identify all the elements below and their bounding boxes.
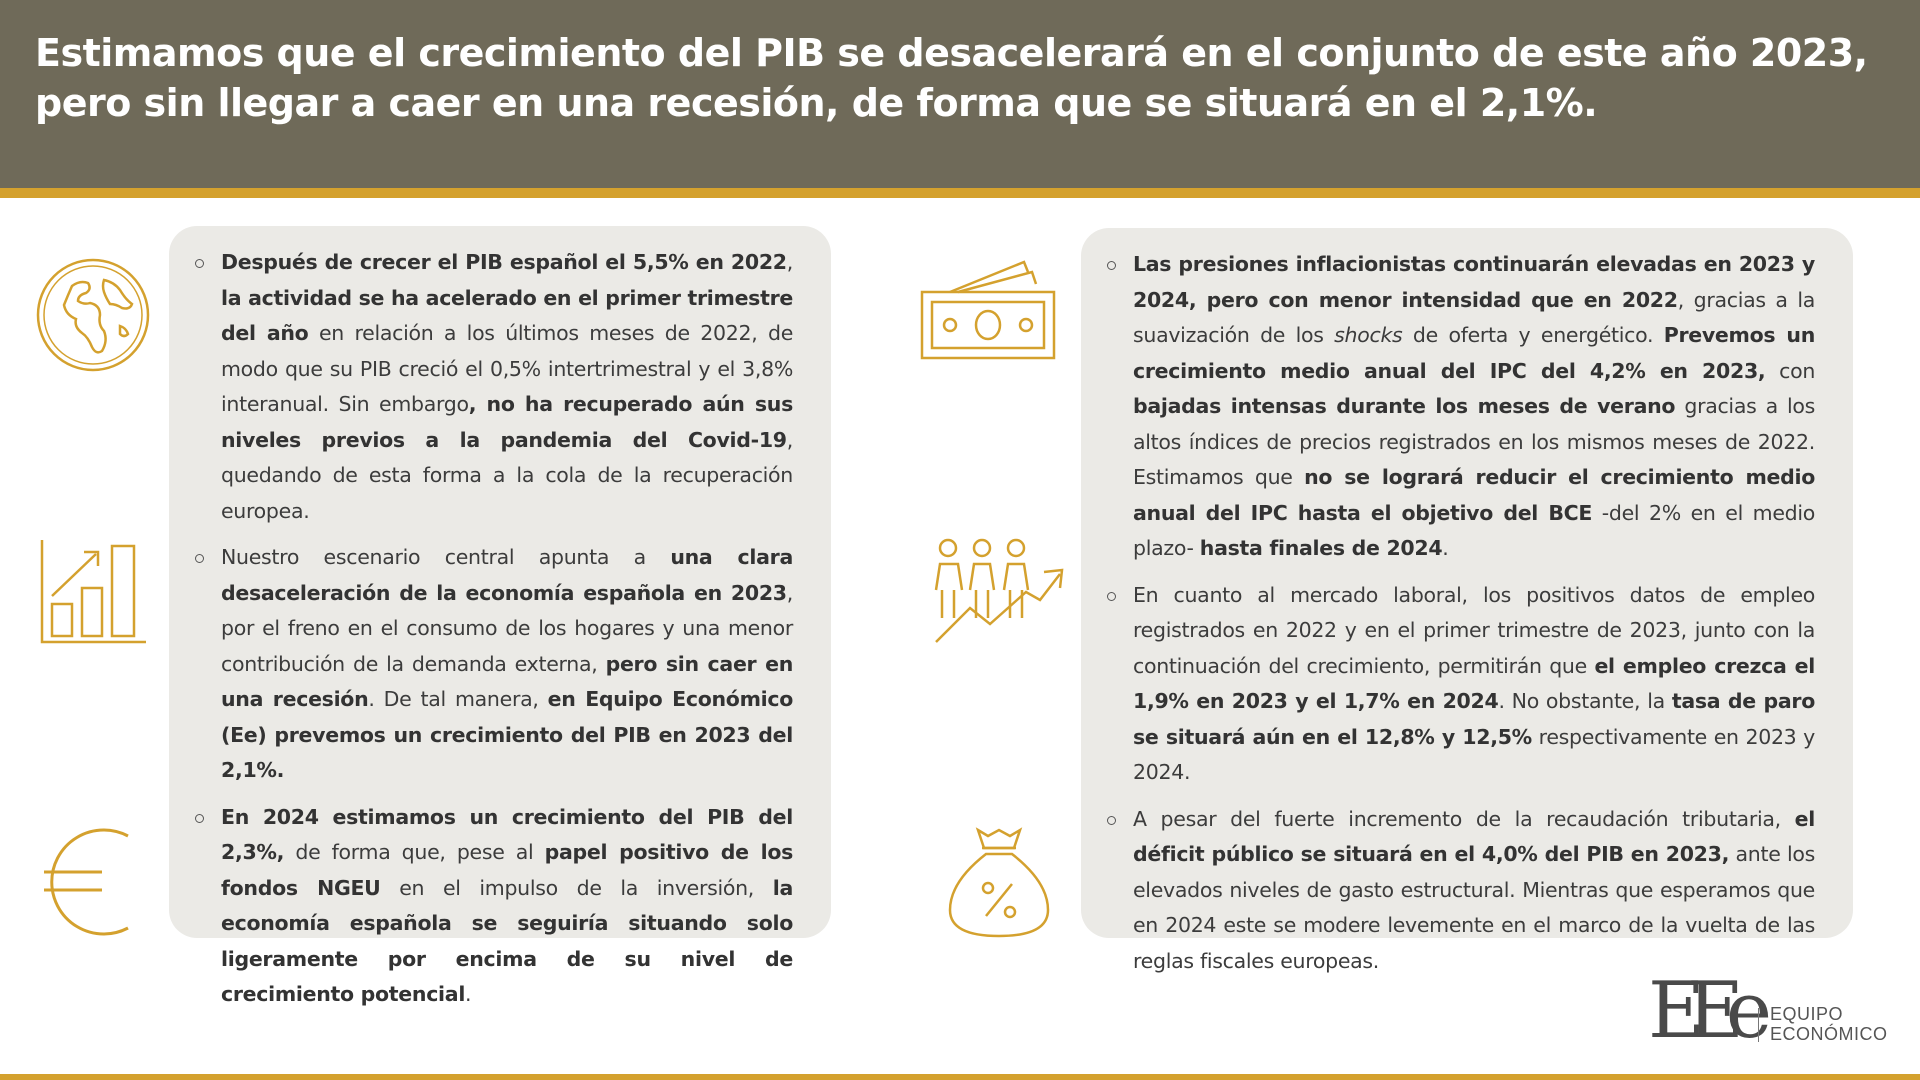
right-bullet-1: Las presiones inflacionistas continuarán elevadas en 2023 y 2024, pero con menor intensidad que en 2022, gracias a la suavización de los shocks de oferta y energético. Prevemos un crecimiento medio anual del IPC del 4,2% en 2023, con bajadas intensas durante los meses de verano gracias a los altos índices de precios registrados en los mismos meses de 2022. Estimamos que no se logrará reducir el crecimiento medio anual del IPC hasta el objetivo del BCE -del 2% en el medio plazo- hasta finales de 2024. bbox=[1133, 247, 1815, 567]
equipo-economico-logo bbox=[1648, 966, 1898, 1056]
euro-icon bbox=[42, 826, 132, 938]
header-bar bbox=[0, 0, 1920, 188]
logo-divider bbox=[1758, 1008, 1759, 1042]
left-bullet-3: En 2024 estimamos un crecimiento del PIB del 2,3%, de forma que, pese al papel positivo de los fondos NGEU en el impulso de la inversión, la economía española se seguiría situando solo ligeramente por encima de su nivel de crecimiento potencial. bbox=[221, 800, 793, 1013]
page-title: Estimamos que el crecimiento del PIB se desacelerará en el conjunto de este año 2023, pero sin llegar a caer en una recesión, de forma que se situará en el 2,1%. bbox=[35, 31, 1868, 125]
money-bag-percent-icon bbox=[944, 826, 1054, 940]
globe-icon bbox=[34, 256, 152, 374]
logo-text-line-1: EQUIPO bbox=[1770, 1004, 1844, 1024]
right-bullet-2: En cuanto al mercado laboral, los positivos datos de empleo registrados en 2022 y en el primer trimestre de 2023, junto con la continuación del crecimiento, permitirán que el empleo crezca el 1,9% en 2023 y el 1,7% en 2024. No obstante, la tasa de paro se situará aún en el 12,8% y 12,5% respectivamente en 2023 y 2024. bbox=[1133, 578, 1815, 791]
footer-accent-band bbox=[0, 1074, 1920, 1080]
logo-text-line-2: ECONÓMICO bbox=[1770, 1024, 1888, 1044]
right-bullet-3: A pesar del fuerte incremento de la recaudación tributaria, el déficit público se situará en el 4,0% del PIB en 2023, ante los elevados niveles de gasto estructural. Mientras que esperamos que en 2024 este se modere levemente en el marco de la vuelta de las reglas fiscales europeas. bbox=[1133, 802, 1815, 980]
left-bullet-2: Nuestro escenario central apunta a una clara desaceleración de la economía española en 2023, por el freno en el consumo de los hogares y una menor contribución de la demanda externa, pero sin caer en una recesión. De tal manera, en Equipo Económico (Ee) prevemos un crecimiento del PIB en 2023 del 2,1%. bbox=[221, 540, 793, 789]
header-accent-band bbox=[0, 188, 1920, 198]
left-bullet-1: Después de crecer el PIB español el 5,5% en 2022, la actividad se ha acelerado en el primer trimestre del año en relación a los últimos meses de 2022, de modo que su PIB creció el 0,5% intertrimestral y el 3,8% interanual. Sin embargo, no ha recuperado aún sus niveles previos a la pandemia del Covid-19, quedando de esta forma a la cola de la recuperación europea. bbox=[221, 245, 793, 529]
growth-chart-icon bbox=[38, 538, 148, 648]
logo-text bbox=[1770, 1004, 1888, 1044]
logo-mark: EEe bbox=[1648, 966, 1755, 1056]
banknotes-icon bbox=[920, 258, 1056, 360]
right-content-panel bbox=[1081, 228, 1853, 973]
workforce-growth-icon bbox=[930, 538, 1066, 646]
left-content-panel bbox=[169, 226, 831, 1006]
